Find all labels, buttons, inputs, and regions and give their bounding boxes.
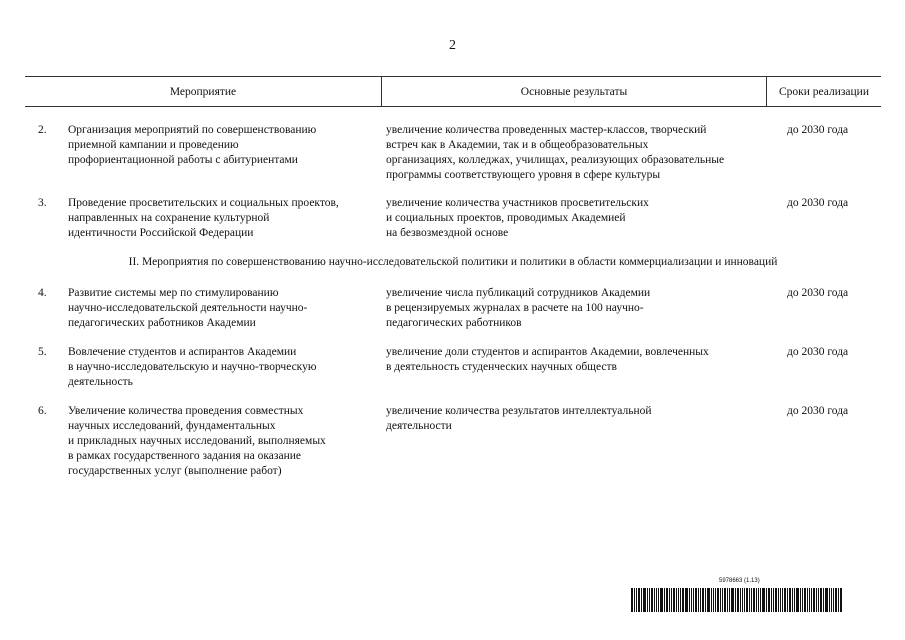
barcode-bar [758,588,759,612]
row-number: 2. [38,124,47,136]
row-activity: Вовлечение студентов и аспирантов Академии в научно-исследовательскую и научно-творческую деятельность [68,346,317,388]
barcode-bar [649,588,650,612]
barcode-bar [707,588,710,612]
barcode-bar [768,588,770,612]
row-term: до 2030 года [787,124,849,136]
barcode-bar [641,588,642,612]
barcode-bar [715,588,716,612]
barcode-bar [682,588,684,612]
page-number: 2 [449,38,456,53]
table-header [25,76,881,107]
row-number: 3. [38,197,47,209]
barcode-bar [816,588,817,612]
row-activity: Развитие системы мер по стимулированию научно-исследовательской деятельности научно- педагогических работников Академии [68,287,308,329]
barcode-bar [789,588,791,612]
barcode-bar [792,588,793,612]
barcode-bar [671,588,672,612]
barcode-bar [835,588,837,612]
barcode-bar [724,588,726,612]
barcode-bar [660,588,663,612]
barcode-bar [787,588,788,612]
barcode-bar [823,588,824,612]
barcode-bar [735,588,736,612]
barcode-bar [647,588,648,612]
barcode-bar [658,588,659,612]
barcode-bar [833,588,834,612]
barcode-bar [693,588,694,612]
barcode-bar [780,588,781,612]
row-activity: Организация мероприятий по совершенствованию приемной кампании и проведению профориентационной работы с абитуриентами [68,124,317,166]
barcode-bar [700,588,701,612]
barcode-bar [695,588,697,612]
barcode-bar [740,588,741,612]
barcode-bar [643,588,646,612]
barcode-bar [634,588,635,612]
row-activity: Увеличение количества проведения совместных научных исследований, фундаментальных и прикладных научных исследований, выполняемых в рамках государственного задания на оказание государственных услуг (выполнение работ) [68,405,326,477]
barcode-bar [746,588,748,612]
barcode-bar [651,588,653,612]
barcode-bar [720,588,721,612]
row-results: увеличение количества проведенных мастер-классов, творческий встреч как в Академии, так и в общеобразовательных организациях, колледжах, училищах, реализующих образовательные программы соответствующего уровня в сфере культуры [386,124,725,181]
barcode-bar [685,588,688,612]
barcode-bar [796,588,799,612]
header-terms: Сроки реализации [779,85,869,98]
barcode-bar [722,588,723,612]
barcode-bar [829,588,830,612]
barcode-bar [727,588,728,612]
header-results: Основные результаты [382,77,767,106]
barcode-bar [689,588,690,612]
barcode-bar [820,588,822,612]
row-term: до 2030 года [787,197,849,209]
barcode-bar [804,588,806,612]
barcode-bar [794,588,795,612]
barcode-bar [831,588,832,612]
barcode-bar [669,588,670,612]
row-results: увеличение количества результатов интеллектуальной деятельности [386,405,652,432]
section-heading: II. Мероприятия по совершенствованию научно-исследовательской политики и политики в области коммерциализации и инноваций [128,256,778,268]
barcode-bar [775,588,777,612]
barcode-bar [654,588,655,612]
row-results: увеличение количества участников просветительских и социальных проектов, проводимых Академией на безвозмездной основе [386,197,649,239]
row-term: до 2030 года [787,346,849,358]
barcode-bar [664,588,665,612]
barcode-bar [756,588,757,612]
barcode-bar [691,588,692,612]
barcode [631,588,881,612]
barcode-bar [702,588,704,612]
barcode-bar [753,588,755,612]
barcode-bar [766,588,767,612]
barcode-bar [749,588,750,612]
barcode-bar [638,588,640,612]
barcode-bar [737,588,739,612]
barcode-bar [809,588,810,612]
barcode-bar [680,588,681,612]
row-results: увеличение доли студентов и аспирантов Академии, вовлеченных в деятельность студенческих научных обществ [386,346,709,373]
barcode-bar [678,588,679,612]
barcode-bar [760,588,761,612]
barcode-bar [711,588,712,612]
barcode-bar [729,588,730,612]
barcode-bar [636,588,637,612]
barcode-bar [751,588,752,612]
barcode-bar [656,588,657,612]
header-activity: Мероприятие [25,77,382,106]
barcode-bar [742,588,743,612]
row-term: до 2030 года [787,287,849,299]
row-term: до 2030 года [787,405,849,417]
barcode-bar [802,588,803,612]
barcode-bar [818,588,819,612]
barcode-bar [773,588,774,612]
barcode-bar [813,588,815,612]
barcode-bar [782,588,783,612]
barcode-bar [778,588,779,612]
barcode-bar [731,588,734,612]
barcode-bar [666,588,668,612]
barcode-bar [762,588,765,612]
barcode-bar [811,588,812,612]
row-number: 5. [38,346,47,358]
barcode-bar [784,588,786,612]
barcode-bar [771,588,772,612]
barcode-bar [717,588,719,612]
barcode-bar [807,588,808,612]
barcode-bar [840,588,842,612]
barcode-bar [676,588,677,612]
barcode-bar [705,588,706,612]
barcode-bar [744,588,745,612]
row-activity: Проведение просветительских и социальных проектов, направленных на сохранение культурной идентичности Российской Федерации [68,197,339,239]
row-number: 4. [38,287,47,299]
barcode-bar [800,588,801,612]
barcode-label: 5978663 (1.13) [719,578,760,584]
barcode-bar [838,588,839,612]
barcode-bar [698,588,699,612]
barcode-bar [631,588,633,612]
barcode-bar [673,588,675,612]
row-number: 6. [38,405,47,417]
row-results: увеличение числа публикаций сотрудников Академии в рецензируемых журналах в расчете на 100 научно- педагогических работников [386,287,651,329]
barcode-bar [713,588,714,612]
measures-table [25,76,881,477]
barcode-bar [825,588,828,612]
